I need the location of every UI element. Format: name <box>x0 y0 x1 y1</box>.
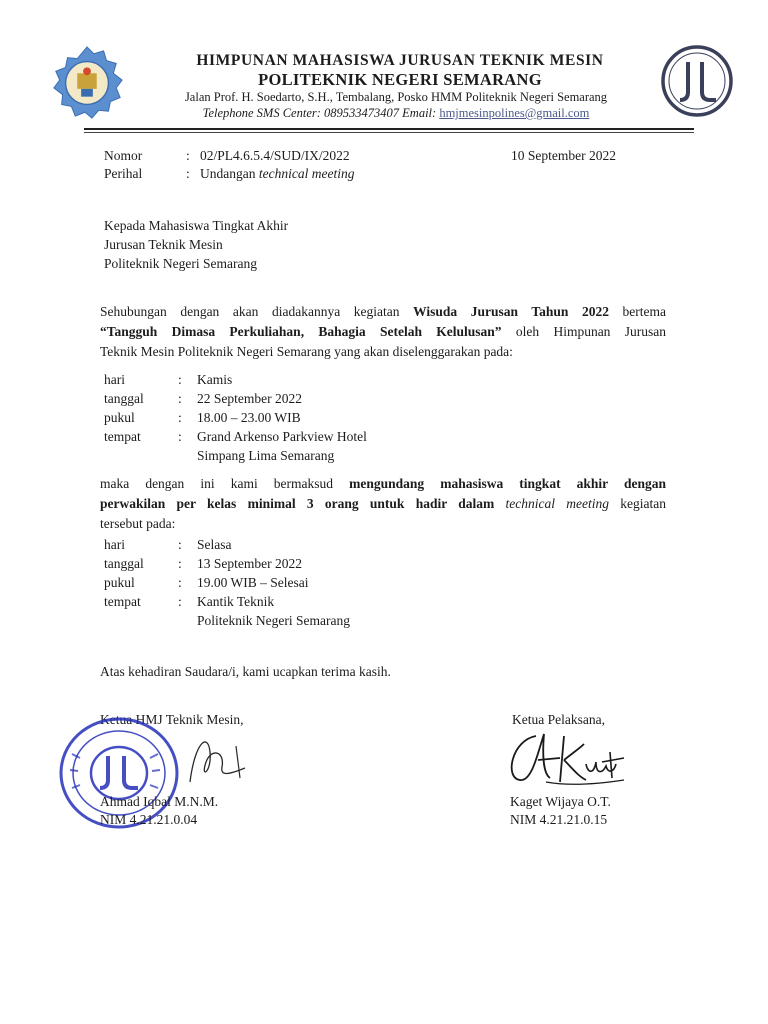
event1-tempat-value2: Simpang Lima Semarang <box>197 448 335 463</box>
right-signatory-nim: NIM 4.21.21.0.15 <box>510 812 608 827</box>
event2-hari-colon: : <box>178 537 182 552</box>
intro-line1 <box>100 302 666 322</box>
perihal-italic: technical meeting <box>258 166 355 181</box>
nomor-colon: : <box>186 148 190 163</box>
event1-pukul-label: pukul <box>104 410 135 425</box>
invitation-emphasis: perwakilan per kelas minimal 3 orang untuk hadir dalam <box>100 496 495 511</box>
intro-text: Sehubungan dengan akan diadakannya kegiatan <box>100 304 414 319</box>
event-name: Wisuda Jurusan Tahun 2022 <box>413 304 609 319</box>
event1-hari-label: hari <box>104 372 125 387</box>
left-signatory-name: Ahmad Iqbal M.N.M. <box>100 794 219 809</box>
event2-pukul-value: 19.00 WIB – Selesai <box>197 575 309 590</box>
right-signature-icon <box>498 722 638 792</box>
contact-email-link[interactable]: hmjmesinpolines@gmail.com <box>439 106 590 120</box>
intro-text: oleh Himpunan Jurusan <box>501 324 666 339</box>
event1-hari-value: Kamis <box>197 372 233 387</box>
perihal-value <box>200 166 354 182</box>
event1-hari-colon: : <box>178 372 182 387</box>
recipient-line2: Jurusan Teknik Mesin <box>104 237 223 252</box>
polines-emblem-icon <box>48 44 126 122</box>
intro-line3: Teknik Mesin Politeknik Negeri Semarang yang akan diselenggarakan pada: <box>100 344 513 359</box>
left-signatory-nim: NIM 4.21.21.0.04 <box>100 812 198 827</box>
institution-name: POLITEKNIK NEGERI SEMARANG <box>258 70 542 89</box>
invitation-text: kegiatan <box>609 496 666 511</box>
invitation-line3: tersebut pada: <box>100 516 176 531</box>
perihal-plain: Undangan <box>200 166 259 181</box>
closing-text: Atas kehadiran Saudara/i, kami ucapkan terima kasih. <box>100 664 391 679</box>
organization-name: HIMPUNAN MAHASISWA JURUSAN TEKNIK MESIN <box>196 52 604 69</box>
letterhead-divider-thin <box>84 132 694 133</box>
letterhead-divider <box>84 128 694 130</box>
left-signatory-title: Ketua HMJ Teknik Mesin, <box>100 712 244 727</box>
organization-address: Jalan Prof. H. Soedarto, S.H., Tembalang, Posko HMM Politeknik Negeri Semarang <box>184 90 608 104</box>
recipient-line1: Kepada Mahasiswa Tingkat Akhir <box>104 218 289 233</box>
event1-tempat-value1: Grand Arkenso Parkview Hotel <box>197 429 367 444</box>
event2-tempat-value1: Kantik Teknik <box>197 594 275 609</box>
invitation-text: maka dengan ini kami bermaksud <box>100 476 350 491</box>
event2-pukul-label: pukul <box>104 575 135 590</box>
invitation-line1 <box>100 474 666 494</box>
invitation-emphasis: mengundang mahasiswa tingkat akhir dengan <box>349 476 667 491</box>
event1-tanggal-colon: : <box>178 391 182 406</box>
organization-contact <box>126 106 666 121</box>
event1-tanggal-value: 22 September 2022 <box>197 391 302 406</box>
event2-tanggal-colon: : <box>178 556 182 571</box>
invitation-space <box>494 496 505 511</box>
right-signatory-title: Ketua Pelaksana, <box>512 712 605 727</box>
intro-line2 <box>100 322 666 342</box>
event1-tempat-colon: : <box>178 429 182 444</box>
contact-phone: Telephone SMS Center: 089533473407 Email: <box>202 106 440 120</box>
event2-tanggal-value: 13 September 2022 <box>197 556 302 571</box>
nomor-value: 02/PL4.6.5.4/SUD/IX/2022 <box>200 148 350 163</box>
event2-tempat-label: tempat <box>104 594 141 609</box>
event2-pukul-colon: : <box>178 575 182 590</box>
intro-paragraph <box>100 302 666 362</box>
letter-date: 10 September 2022 <box>511 148 616 163</box>
nomor-label: Nomor <box>104 148 143 163</box>
event1-tanggal-label: tanggal <box>104 391 144 406</box>
invitation-line2 <box>100 494 666 514</box>
recipient-line3: Politeknik Negeri Semarang <box>104 256 257 271</box>
event1-pukul-colon: : <box>178 410 182 425</box>
intro-text: bertema <box>608 304 667 319</box>
perihal-label: Perihal <box>104 166 143 181</box>
event2-tempat-value2: Politeknik Negeri Semarang <box>197 613 350 628</box>
event2-tanggal-label: tanggal <box>104 556 144 571</box>
left-signature-icon <box>150 722 260 792</box>
event1-pukul-value: 18.00 – 23.00 WIB <box>197 410 301 425</box>
invitation-paragraph <box>100 474 666 534</box>
perihal-colon: : <box>186 166 190 181</box>
event-theme: “Tangguh Dimasa Perkuliahan, Bahagia Setelah Kelulusan” <box>100 324 502 339</box>
right-signatory-name: Kaget Wijaya O.T. <box>510 794 611 809</box>
meeting-type: technical meeting <box>505 496 609 511</box>
event2-hari-value: Selasa <box>197 537 232 552</box>
event2-tempat-colon: : <box>178 594 182 609</box>
event2-hari-label: hari <box>104 537 125 552</box>
event1-tempat-label: tempat <box>104 429 141 444</box>
hmm-monogram-icon <box>660 44 734 118</box>
